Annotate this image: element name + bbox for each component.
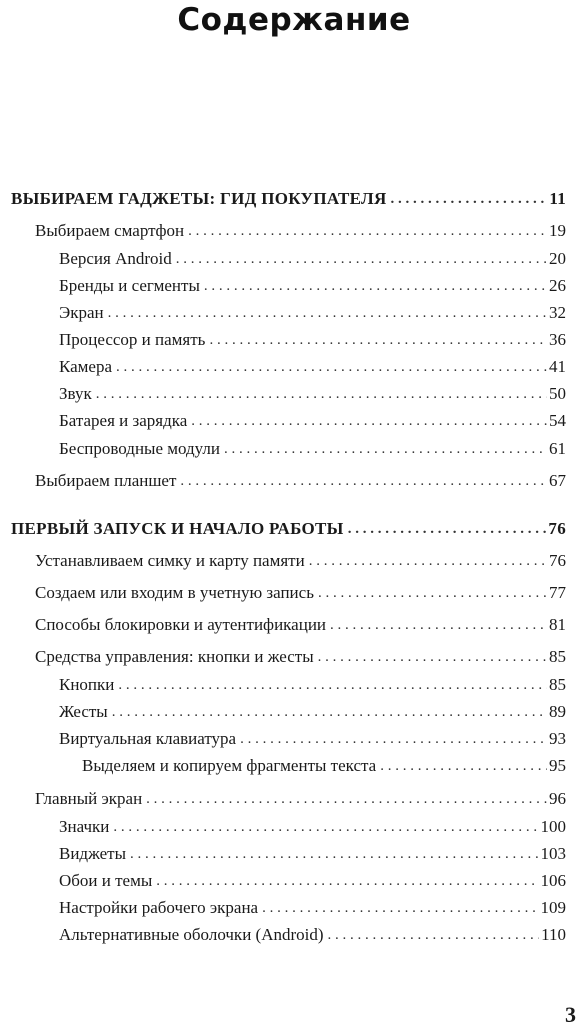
toc-entry-page: 85 (549, 647, 566, 666)
toc-entry-title: Выбираем смартфон (35, 221, 185, 240)
toc-entry-page: 76 (549, 551, 566, 570)
toc-entry-page: 67 (549, 471, 566, 490)
dot-leader (156, 870, 538, 892)
toc-entry-page: 96 (549, 789, 566, 808)
toc-entry-page: 109 (540, 898, 566, 917)
toc-entry-page: 50 (549, 384, 566, 403)
toc-entry-title: ПЕРВЫЙ ЗАПУСК И НАЧАЛО РАБОТЫ (11, 519, 344, 538)
toc-entry (0, 612, 588, 636)
toc-entry-title: Настройки рабочего экрана (59, 898, 259, 917)
toc-entry-title: Процессор и память (59, 330, 206, 349)
toc-section-entry (0, 186, 588, 210)
toc-entry-title: Альтернативные оболочки (Android) (59, 925, 324, 944)
dot-leader (191, 410, 547, 432)
toc-entry-title: Кнопки (59, 675, 115, 694)
toc-entry-page: 76 (548, 519, 566, 538)
dot-leader (112, 701, 547, 723)
toc-entry-title: Экран (59, 303, 104, 322)
toc-entry (0, 468, 588, 492)
dot-leader (391, 188, 548, 210)
toc-entry-title: Значки (59, 817, 110, 836)
toc-entry-page: 106 (540, 871, 566, 890)
toc-entry (0, 580, 588, 604)
toc-entry-page: 11 (549, 189, 566, 208)
toc-entry (0, 381, 588, 405)
toc-entry-title: Выбираем планшет (35, 471, 177, 490)
toc-entry-title: Средства управления: кнопки и жесты (35, 647, 314, 666)
dot-leader (113, 816, 538, 838)
dot-leader (96, 383, 547, 405)
toc-entry-title: ВЫБИРАЕМ ГАДЖЕТЫ: ГИД ПОКУПАТЕЛЯ (11, 189, 387, 208)
toc-entry (0, 868, 588, 892)
dot-leader (146, 788, 547, 810)
toc-section-entry (0, 516, 588, 540)
toc-entry (0, 895, 588, 919)
toc-entry-page: 32 (549, 303, 566, 322)
page-number: 3 (565, 1002, 576, 1027)
toc-entry-title: Версия Android (59, 249, 172, 268)
toc-entry-title: Звук (59, 384, 92, 403)
toc-entry-page: 19 (549, 221, 566, 240)
toc-entry-title: Беспроводные модули (59, 439, 221, 458)
dot-leader (309, 550, 547, 572)
toc-entry-page: 81 (549, 615, 566, 634)
toc-entry (0, 753, 588, 777)
dot-leader (188, 220, 547, 242)
toc-entry-page: 110 (541, 925, 566, 944)
toc-entry-page: 103 (540, 844, 566, 863)
dot-leader (180, 470, 547, 492)
toc-entry-page: 77 (549, 583, 566, 602)
toc-entry (0, 246, 588, 270)
dot-leader (348, 518, 547, 540)
dot-leader (130, 843, 538, 865)
dot-leader (224, 438, 547, 460)
toc-entry-page: 54 (549, 411, 566, 430)
dot-leader (318, 582, 547, 604)
dot-leader (318, 646, 547, 668)
toc-entry-title: Создаем или входим в учетную запись (35, 583, 314, 602)
toc-entry (0, 644, 588, 668)
toc-entry (0, 327, 588, 351)
dot-leader (380, 755, 547, 777)
toc-entry-title: Главный экран (35, 789, 143, 808)
toc-entry-title: Выделяем и копируем фрагменты текста (82, 756, 377, 775)
toc-entry-title: Жесты (59, 702, 108, 721)
toc-entry-page: 41 (549, 357, 566, 376)
toc-entry (0, 436, 588, 460)
toc-entry-title: Способы блокировки и аутентификации (35, 615, 327, 634)
toc-entry-page: 36 (549, 330, 566, 349)
toc-entry (0, 786, 588, 810)
toc-entry-page: 95 (549, 756, 566, 775)
toc-entry-title: Виртуальная клавиатура (59, 729, 237, 748)
toc-entry (0, 408, 588, 432)
dot-leader (116, 356, 547, 378)
toc-entry-title: Бренды и сегменты (59, 276, 200, 295)
dot-leader (108, 302, 547, 324)
dot-leader (328, 924, 540, 946)
toc-entry (0, 672, 588, 696)
toc-entry-title: Батарея и зарядка (59, 411, 188, 430)
toc-entry (0, 354, 588, 378)
dot-leader (209, 329, 547, 351)
toc-entry (0, 699, 588, 723)
toc-entry-page: 100 (540, 817, 566, 836)
toc-entry-page: 61 (549, 439, 566, 458)
toc-entry (0, 218, 588, 242)
toc-entry (0, 922, 588, 946)
dot-leader (262, 897, 538, 919)
toc-entry (0, 726, 588, 750)
dot-leader (176, 248, 547, 270)
toc-entry-page: 26 (549, 276, 566, 295)
toc-entry-page: 20 (549, 249, 566, 268)
dot-leader (240, 728, 547, 750)
toc-entry (0, 814, 588, 838)
dot-leader (118, 674, 547, 696)
toc-entry-title: Обои и темы (59, 871, 153, 890)
page-title: Содержание (177, 2, 411, 38)
toc-entry (0, 548, 588, 572)
toc-entry-page: 85 (549, 675, 566, 694)
toc-entry (0, 273, 588, 297)
toc-entry-title: Камера (59, 357, 113, 376)
dot-leader (330, 614, 547, 636)
toc-entry (0, 300, 588, 324)
toc-entry-page: 93 (549, 729, 566, 748)
toc-entry-title: Устанавливаем симку и карту памяти (35, 551, 305, 570)
toc-entry (0, 841, 588, 865)
dot-leader (204, 275, 547, 297)
toc-entry-page: 89 (549, 702, 566, 721)
toc-entry-title: Виджеты (59, 844, 127, 863)
